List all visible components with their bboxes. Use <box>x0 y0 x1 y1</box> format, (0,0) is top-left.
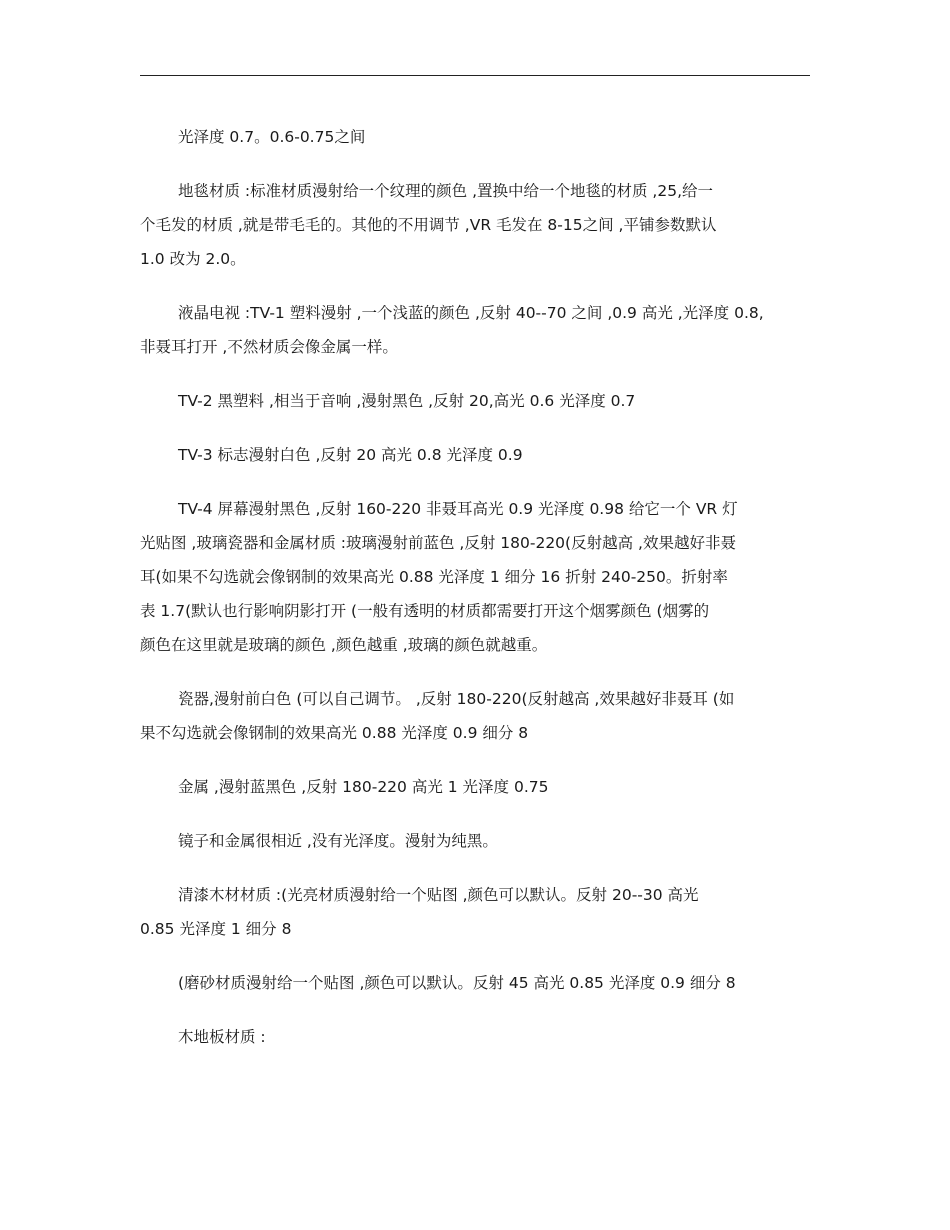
paragraph-line: 非聂耳打开 ,不然材质会像金属一样。 <box>140 338 398 356</box>
paragraph-line: 表 1.7(默认也行影响阴影打开 (一般有透明的材质都需要打开这个烟雾颜色 (烟雾的 <box>140 602 710 620</box>
paragraph <box>140 384 810 418</box>
paragraph <box>140 966 810 1000</box>
paragraph-line: TV-4 屏幕漫射黑色 ,反射 160-220 非聂耳高光 0.9 光泽度 0.98 给它一个 VR 灯 <box>178 500 738 518</box>
paragraph-line: 耳(如果不勾选就会像钢制的效果高光 0.88 光泽度 1 细分 16 折射 240-250。折射率 <box>140 568 728 586</box>
paragraph-line: 液晶电视 :TV-1 塑料漫射 ,一个浅蓝的颜色 ,反射 40--70 之间 ,0.9 高光 ,光泽度 0.8, <box>178 304 764 322</box>
paragraph <box>140 824 810 858</box>
paragraph <box>140 878 810 946</box>
paragraph <box>140 438 810 472</box>
paragraph <box>140 770 810 804</box>
paragraph-line: 地毯材质 :标准材质漫射给一个纹理的颜色 ,置换中给一个地毯的材质 ,25,给一 <box>178 182 714 200</box>
paragraph-line: 光泽度 0.7。0.6-0.75之间 <box>178 128 366 146</box>
paragraph <box>140 682 810 750</box>
header-rule <box>140 75 810 76</box>
paragraph-line: 个毛发的材质 ,就是带毛毛的。其他的不用调节 ,VR 毛发在 8-15之间 ,平铺参数默认 <box>140 216 717 234</box>
paragraph-line: 果不勾选就会像钢制的效果高光 0.88 光泽度 0.9 细分 8 <box>140 724 529 742</box>
paragraph-line: TV-2 黑塑料 ,相当于音响 ,漫射黑色 ,反射 20,高光 0.6 光泽度 0.7 <box>178 392 636 410</box>
paragraph-line: 1.0 改为 2.0。 <box>140 250 246 268</box>
paragraph <box>140 1020 810 1054</box>
paragraph-line: 清漆木材材质 :(光亮材质漫射给一个贴图 ,颜色可以默认。反射 20--30 高光 <box>178 886 699 904</box>
paragraph-line: 金属 ,漫射蓝黑色 ,反射 180-220 高光 1 光泽度 0.75 <box>178 778 549 796</box>
paragraph-line: 瓷器,漫射前白色 (可以自己调节。 ,反射 180-220(反射越高 ,效果越好非聂耳 (如 <box>178 690 735 708</box>
paragraph <box>140 120 810 154</box>
paragraph-line: 镜子和金属很相近 ,没有光泽度。漫射为纯黑。 <box>178 832 498 850</box>
paragraph-line: TV-3 标志漫射白色 ,反射 20 高光 0.8 光泽度 0.9 <box>178 446 523 464</box>
paragraph <box>140 492 810 662</box>
paragraph-line: 光贴图 ,玻璃瓷器和金属材质 :玻璃漫射前蓝色 ,反射 180-220(反射越高 ,效果越好非聂 <box>140 534 736 552</box>
paragraph <box>140 174 810 276</box>
paragraph-line: (磨砂材质漫射给一个贴图 ,颜色可以默认。反射 45 高光 0.85 光泽度 0.9 细分 8 <box>178 974 736 992</box>
paragraph-line: 木地板材质 : <box>178 1028 266 1046</box>
paragraph-line: 0.85 光泽度 1 细分 8 <box>140 920 292 938</box>
document-body <box>140 120 810 1074</box>
paragraph <box>140 296 810 364</box>
paragraph-line: 颜色在这里就是玻璃的颜色 ,颜色越重 ,玻璃的颜色就越重。 <box>140 636 548 654</box>
